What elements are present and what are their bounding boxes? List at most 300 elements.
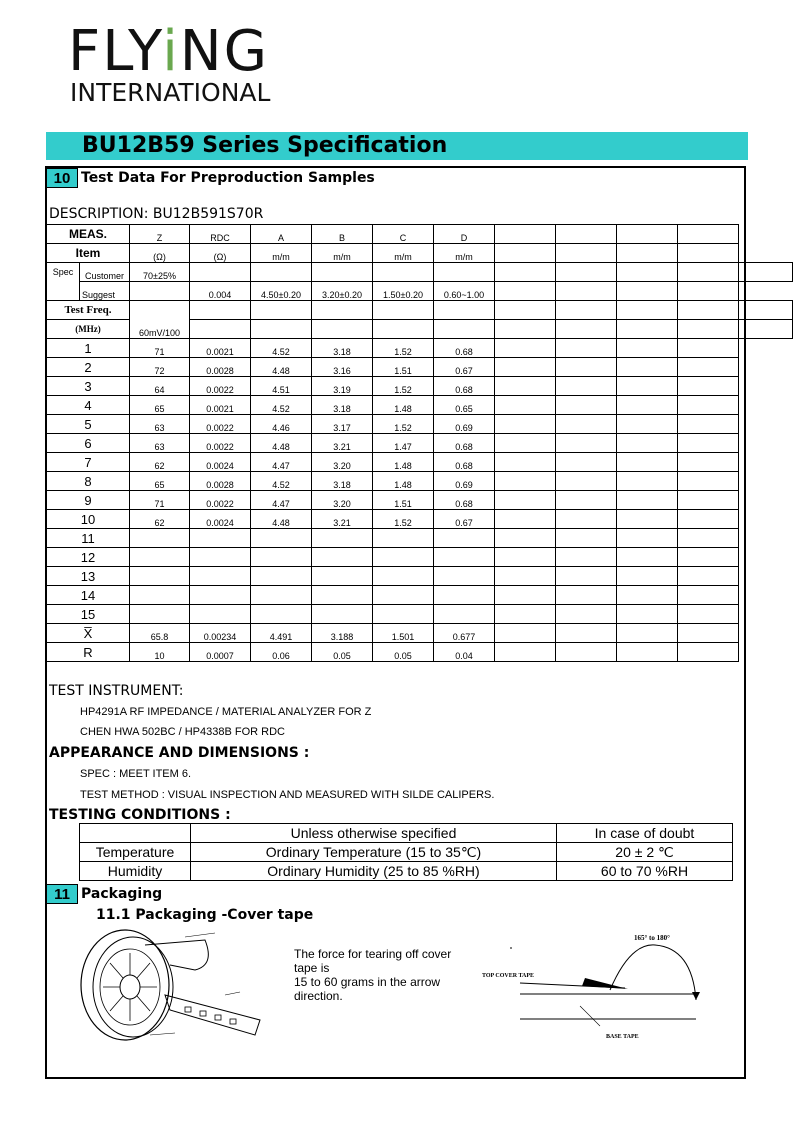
empty-cell (556, 453, 617, 472)
value-cell (130, 567, 190, 586)
value-cell (434, 548, 495, 567)
value-cell: 4.491 (251, 624, 312, 643)
empty-cell (190, 301, 251, 320)
table-header-row (47, 225, 793, 244)
empty-cell (617, 491, 678, 510)
table-row (47, 415, 793, 434)
empty-cell (678, 453, 739, 472)
value-cell: 1.51 (373, 358, 434, 377)
empty-cell (556, 472, 617, 491)
row-number: 9 (47, 491, 130, 510)
empty-cell (678, 643, 739, 662)
value-cell: 4.52 (251, 396, 312, 415)
empty-cell (556, 586, 617, 605)
base-tape-label: BASE TAPE (606, 1034, 639, 1040)
empty-cell (495, 510, 556, 529)
empty-cell (434, 263, 495, 282)
value-cell: 3.18 (312, 339, 373, 358)
customer-z: 70±25% (130, 263, 190, 282)
empty-cell (556, 415, 617, 434)
header-cell: D (434, 225, 495, 244)
value-cell: 64 (130, 377, 190, 396)
empty-cell (678, 377, 739, 396)
empty-cell (556, 510, 617, 529)
empty-cell (495, 320, 556, 339)
empty-cell (739, 320, 793, 339)
value-cell: 3.18 (312, 472, 373, 491)
unit-cell: (Ω) (190, 244, 251, 263)
empty-cell (312, 301, 373, 320)
row-number: 10 (47, 510, 130, 529)
value-cell (312, 529, 373, 548)
empty-cell (434, 301, 495, 320)
value-cell: 65 (130, 472, 190, 491)
value-cell (373, 529, 434, 548)
empty-cell (556, 529, 617, 548)
empty-cell (617, 415, 678, 434)
empty-cell (617, 548, 678, 567)
table-row (47, 491, 793, 510)
value-cell: 3.21 (312, 434, 373, 453)
value-cell: 4.52 (251, 339, 312, 358)
unit-cell: m/m (312, 244, 373, 263)
value-cell: 0.0007 (190, 643, 251, 662)
empty-cell (251, 320, 312, 339)
row-number: 1 (47, 339, 130, 358)
empty-cell (373, 320, 434, 339)
table-row (47, 605, 793, 624)
instrument-line-1: HP4291A RF IMPEDANCE / MATERIAL ANALYZER FOR Z (80, 706, 372, 718)
value-cell: 1.52 (373, 415, 434, 434)
conditions-header-doubt: In case of doubt (557, 824, 733, 843)
empty-cell (617, 567, 678, 586)
empty-cell (678, 320, 739, 339)
spec-customer-row (47, 263, 793, 282)
value-cell (312, 605, 373, 624)
empty-cell (678, 339, 739, 358)
logo-subtitle: INTERNATIONAL (70, 78, 271, 107)
empty-cell (556, 624, 617, 643)
empty-cell (556, 244, 617, 263)
empty-cell (556, 263, 617, 282)
empty-cell (556, 282, 617, 301)
value-cell (251, 548, 312, 567)
suggest-label: Suggest (80, 282, 130, 301)
value-cell (130, 605, 190, 624)
empty-cell (678, 567, 739, 586)
value-cell (373, 548, 434, 567)
value-cell: 1.48 (373, 396, 434, 415)
appearance-line-2: TEST METHOD : VISUAL INSPECTION AND MEASURED WITH SILDE CALIPERS. (80, 789, 495, 801)
conditions-doubt: 20 ± 2 ℃ (557, 843, 733, 862)
value-cell: 1.51 (373, 491, 434, 510)
note-line-1: The force for tearing off cover (294, 947, 452, 961)
empty-cell (617, 605, 678, 624)
note-line-2: tape is (294, 961, 330, 975)
empty-cell (556, 358, 617, 377)
empty-cell (495, 396, 556, 415)
row-number: 2 (47, 358, 130, 377)
value-cell: 1.47 (373, 434, 434, 453)
row-number: 14 (47, 586, 130, 605)
conditions-label: Temperature (80, 843, 191, 862)
value-cell: 0.0022 (190, 377, 251, 396)
value-cell (130, 529, 190, 548)
empty-cell (556, 548, 617, 567)
value-cell: 0.0021 (190, 396, 251, 415)
value-cell: 0.0028 (190, 358, 251, 377)
freq-value: 60mV/100 (130, 301, 190, 339)
empty-cell (678, 358, 739, 377)
header-cell: RDC (190, 225, 251, 244)
row-number: 12 (47, 548, 130, 567)
empty-cell (495, 358, 556, 377)
appearance-heading: APPEARANCE AND DIMENSIONS : (49, 745, 310, 761)
header-cell: C (373, 225, 434, 244)
suggest-cell: 0.60~1.00 (434, 282, 495, 301)
conditions-header-blank (80, 824, 191, 843)
value-cell (434, 529, 495, 548)
value-cell: 3.17 (312, 415, 373, 434)
unit-cell: m/m (251, 244, 312, 263)
unit-cell: m/m (373, 244, 434, 263)
empty-cell (251, 301, 312, 320)
value-cell: 1.48 (373, 453, 434, 472)
empty-cell (617, 396, 678, 415)
top-cover-tape-label: TOP COVER TAPE (482, 973, 535, 979)
value-cell: 4.47 (251, 453, 312, 472)
value-cell (373, 605, 434, 624)
empty-cell (617, 244, 678, 263)
value-cell: 1.52 (373, 377, 434, 396)
angle-label: 165° to 180° (634, 934, 670, 942)
row-number: 15 (47, 605, 130, 624)
empty-cell (678, 282, 739, 301)
value-cell (434, 567, 495, 586)
empty-cell (617, 320, 678, 339)
value-cell (130, 586, 190, 605)
row-number: 8 (47, 472, 130, 491)
empty-cell (678, 510, 739, 529)
empty-cell (495, 415, 556, 434)
table-row (47, 510, 793, 529)
empty-cell (556, 567, 617, 586)
value-cell: 3.20 (312, 491, 373, 510)
empty-cell (495, 548, 556, 567)
mhz-label: (MHz) (47, 320, 130, 339)
table-row (47, 472, 793, 491)
empty-cell (495, 624, 556, 643)
row-number: 13 (47, 567, 130, 586)
customer-label: Customer (80, 263, 130, 282)
value-cell: 4.48 (251, 434, 312, 453)
empty-cell (739, 263, 793, 282)
table-row (47, 567, 793, 586)
value-cell (373, 567, 434, 586)
table-row (47, 358, 793, 377)
value-cell: 65 (130, 396, 190, 415)
test-data-table (46, 224, 793, 662)
testing-heading: TESTING CONDITIONS : (49, 807, 231, 823)
value-cell: 4.47 (251, 491, 312, 510)
empty-cell (678, 301, 739, 320)
suggest-cell: 3.20±0.20 (312, 282, 373, 301)
title-banner (46, 132, 748, 160)
empty-cell (617, 225, 678, 244)
empty-cell (190, 320, 251, 339)
value-cell (190, 548, 251, 567)
value-cell: 3.18 (312, 396, 373, 415)
empty-cell (495, 643, 556, 662)
value-cell: 3.21 (312, 510, 373, 529)
conditions-label: Humidity (80, 862, 191, 881)
value-cell: 1.52 (373, 339, 434, 358)
empty-cell (495, 472, 556, 491)
empty-cell (495, 282, 556, 301)
value-cell (190, 567, 251, 586)
suggest-cell: 4.50±0.20 (251, 282, 312, 301)
description-label: DESCRIPTION: BU12B591S70R (49, 206, 264, 222)
empty-cell (312, 320, 373, 339)
value-cell: 71 (130, 339, 190, 358)
value-cell: 4.52 (251, 472, 312, 491)
table-row (47, 339, 793, 358)
empty-cell (617, 453, 678, 472)
empty-cell (495, 301, 556, 320)
empty-cell (617, 643, 678, 662)
value-cell: 0.68 (434, 491, 495, 510)
empty-cell (556, 320, 617, 339)
empty-cell (190, 263, 251, 282)
empty-cell (495, 586, 556, 605)
empty-cell (373, 263, 434, 282)
empty-cell (678, 624, 739, 643)
value-cell (312, 586, 373, 605)
value-cell: 0.00234 (190, 624, 251, 643)
row-number: 4 (47, 396, 130, 415)
value-cell: 0.67 (434, 358, 495, 377)
empty-cell (556, 434, 617, 453)
value-cell: 62 (130, 453, 190, 472)
conditions-row-humidity (80, 862, 733, 881)
empty-cell (617, 510, 678, 529)
value-cell (251, 605, 312, 624)
section-title-10: Test Data For Preproduction Samples (81, 170, 375, 186)
empty-cell (556, 396, 617, 415)
test-freq-label: Test Freq. (47, 301, 130, 320)
note-line-4: direction. (294, 989, 343, 1003)
table-row (47, 643, 793, 662)
value-cell: 3.16 (312, 358, 373, 377)
empty-cell (373, 301, 434, 320)
empty-cell (495, 244, 556, 263)
value-cell: 72 (130, 358, 190, 377)
value-cell: 0.0022 (190, 434, 251, 453)
value-cell: 0.04 (434, 643, 495, 662)
conditions-header-unless: Unless otherwise specified (191, 824, 557, 843)
page-title: BU12B59 Series Specification (82, 133, 448, 158)
value-cell: 1.501 (373, 624, 434, 643)
empty-cell (556, 377, 617, 396)
section-number-10: 10 (46, 168, 78, 188)
empty-cell (678, 434, 739, 453)
empty-cell (495, 339, 556, 358)
empty-cell (617, 301, 678, 320)
value-cell (190, 529, 251, 548)
header-item: Item (47, 244, 130, 263)
value-cell: 3.188 (312, 624, 373, 643)
spec-label: Spec (47, 263, 80, 301)
conditions-value: Ordinary Humidity (25 to 85 %RH) (191, 862, 557, 881)
unit-cell: (Ω) (130, 244, 190, 263)
row-number: 11 (47, 529, 130, 548)
empty-cell (678, 225, 739, 244)
header-cell: B (312, 225, 373, 244)
section-subtitle-11-1: 11.1 Packaging -Cover tape (96, 907, 314, 923)
logo-wordmark: FLYiNG (68, 19, 270, 84)
value-cell (312, 567, 373, 586)
section-number-11: 11 (46, 884, 78, 904)
empty-cell (678, 491, 739, 510)
table-unit-row (47, 244, 793, 263)
reel-drawing (75, 925, 270, 1050)
value-cell: 0.05 (312, 643, 373, 662)
empty-cell (251, 263, 312, 282)
empty-cell (678, 605, 739, 624)
table-row (47, 586, 793, 605)
empty-cell (678, 548, 739, 567)
value-cell (130, 548, 190, 567)
instrument-line-2: CHEN HWA 502BC / HP4338B FOR RDC (80, 726, 285, 738)
value-cell: 0.0024 (190, 453, 251, 472)
empty-cell (495, 605, 556, 624)
empty-cell (556, 491, 617, 510)
conditions-row-temperature (80, 843, 733, 862)
peel-angle-diagram (470, 928, 710, 1043)
spec-suggest-row (47, 282, 793, 301)
value-cell: 0.67 (434, 510, 495, 529)
value-cell (373, 586, 434, 605)
value-cell: 0.06 (251, 643, 312, 662)
empty-cell (617, 472, 678, 491)
value-cell: 63 (130, 434, 190, 453)
empty-cell (556, 339, 617, 358)
section-title-11: Packaging (81, 886, 163, 902)
value-cell (190, 586, 251, 605)
value-cell: 63 (130, 415, 190, 434)
value-cell: 0.69 (434, 472, 495, 491)
value-cell: 0.68 (434, 339, 495, 358)
row-number: 5 (47, 415, 130, 434)
empty-cell (556, 301, 617, 320)
value-cell: 3.20 (312, 453, 373, 472)
table-row (47, 453, 793, 472)
value-cell: 4.48 (251, 510, 312, 529)
value-cell: 0.68 (434, 453, 495, 472)
value-cell: 1.52 (373, 510, 434, 529)
value-cell: 0.0024 (190, 510, 251, 529)
empty-cell (495, 225, 556, 244)
testing-conditions-table (79, 823, 733, 881)
appearance-line-1: SPEC : MEET ITEM 6. (80, 768, 192, 780)
empty-cell (556, 605, 617, 624)
header-meas: MEAS. (47, 225, 130, 244)
empty-cell (617, 339, 678, 358)
empty-cell (678, 263, 739, 282)
empty-cell (495, 263, 556, 282)
value-cell: 0.0021 (190, 339, 251, 358)
empty-cell (678, 244, 739, 263)
empty-cell (495, 529, 556, 548)
table-row (47, 548, 793, 567)
row-number: 6 (47, 434, 130, 453)
value-cell (434, 586, 495, 605)
value-cell: 62 (130, 510, 190, 529)
suggest-cell (130, 282, 190, 301)
empty-cell (617, 586, 678, 605)
empty-cell (617, 377, 678, 396)
value-cell (251, 567, 312, 586)
value-cell: 1.48 (373, 472, 434, 491)
value-cell: 4.51 (251, 377, 312, 396)
value-cell: 0.0028 (190, 472, 251, 491)
header-cell: Z (130, 225, 190, 244)
value-cell (434, 605, 495, 624)
value-cell: 0.68 (434, 377, 495, 396)
empty-cell (556, 225, 617, 244)
suggest-cell: 1.50±0.20 (373, 282, 434, 301)
conditions-header-row (80, 824, 733, 843)
empty-cell (434, 320, 495, 339)
note-line-3: 15 to 60 grams in the arrow (294, 975, 441, 989)
value-cell: 71 (130, 491, 190, 510)
unit-cell: m/m (434, 244, 495, 263)
value-cell (190, 605, 251, 624)
instrument-heading: TEST INSTRUMENT: (49, 683, 184, 699)
empty-cell (617, 434, 678, 453)
table-row (47, 529, 793, 548)
value-cell: 0.69 (434, 415, 495, 434)
row-number: 7 (47, 453, 130, 472)
empty-cell (678, 415, 739, 434)
value-cell: 0.0022 (190, 415, 251, 434)
empty-cell (495, 453, 556, 472)
table-row (47, 396, 793, 415)
empty-cell (556, 643, 617, 662)
conditions-doubt: 60 to 70 %RH (557, 862, 733, 881)
empty-cell (739, 301, 793, 320)
empty-cell (495, 567, 556, 586)
empty-cell (495, 377, 556, 396)
value-cell (251, 529, 312, 548)
table-row (47, 624, 793, 643)
value-cell: 0.65 (434, 396, 495, 415)
empty-cell (617, 529, 678, 548)
value-cell: 65.8 (130, 624, 190, 643)
empty-cell (312, 263, 373, 282)
empty-cell (617, 263, 678, 282)
value-cell: 10 (130, 643, 190, 662)
empty-cell (617, 358, 678, 377)
value-cell: 4.46 (251, 415, 312, 434)
table-row (47, 377, 793, 396)
value-cell: 0.05 (373, 643, 434, 662)
value-cell: 0.0022 (190, 491, 251, 510)
value-cell: 0.68 (434, 434, 495, 453)
table-row (47, 434, 793, 453)
row-number: 3 (47, 377, 130, 396)
header-cell: A (251, 225, 312, 244)
